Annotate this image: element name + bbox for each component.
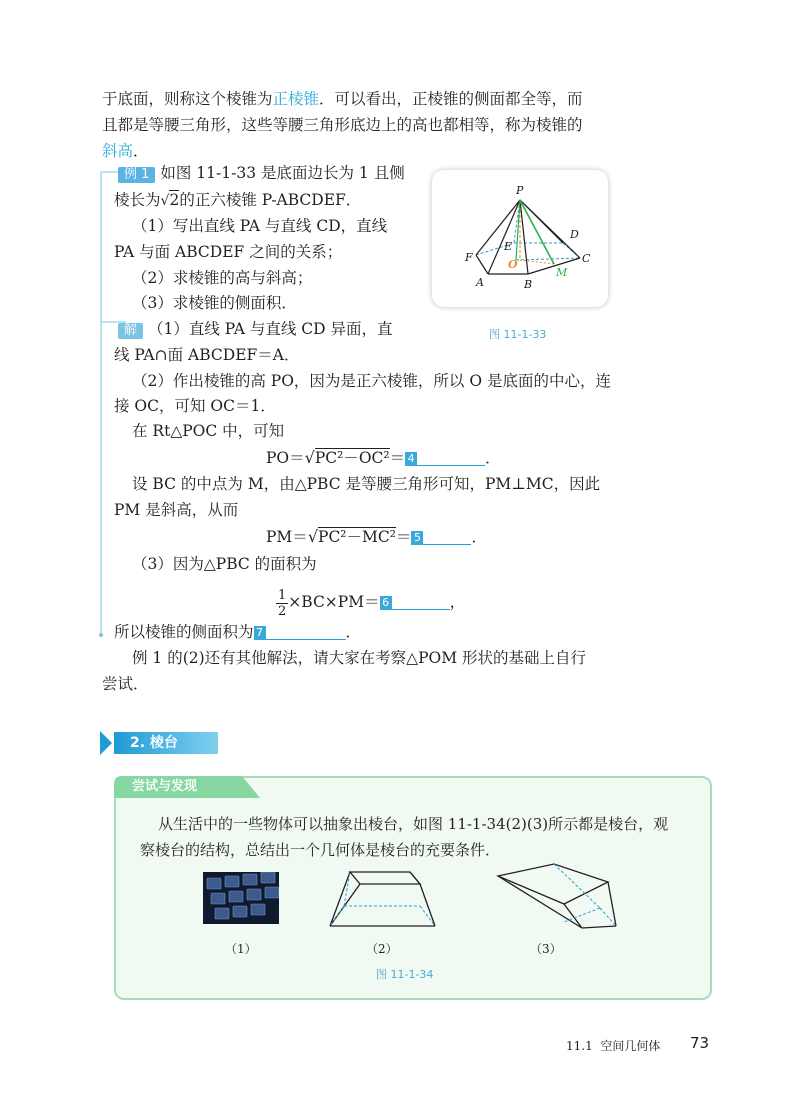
label-P: P [516,184,524,197]
formula-area: $\frac{1}{2}$ ×BC×PM＝ 6 ， [278,587,466,619]
solution-line-2: 线 PA∩面 ABCDEF＝A． [114,346,300,364]
solution-line-8: （3）因为△PBC 的面积为 [132,555,317,573]
example-part-3: （3）求棱锥的侧面积． [132,294,297,312]
term-regular-pyramid: 正棱锥 [272,90,320,108]
answer-blank-5 [423,532,471,545]
solution-line-7: PM 是斜高，从而 [114,501,239,519]
blank-number-5: 5 [411,531,423,545]
intro-line-1: 于底面，则称这个棱锥为正棱锥．可以看出，正棱锥的侧面都全等，而 [102,90,583,108]
section-title: 2. 棱台 [130,735,178,751]
explore-text-1: 从生活中的一些物体可以抽象出棱台，如图 11-1-34(2)(3)所示都是棱台，观 [158,815,669,833]
solution-line-1: 解 （1）直线 PA 与直线 CD 异面，直 [118,319,393,339]
solution-badge: 解 [118,323,143,339]
blank-number-7: 7 [254,626,266,640]
solution-line-5: 在 Rt△POC 中，可知 [132,422,285,440]
label-F: F [465,251,473,264]
solution-line-9: 所以棱锥的侧面积为 7 ． [114,623,362,641]
explore-tab [114,776,260,798]
formula-po: PO＝√PC²－OC²＝ 4 ． [266,448,501,467]
note-line-1: 例 1 的(2)还有其他解法，请大家在考察△POM 形状的基础上自行 [132,649,587,667]
blank-number-6: 6 [380,596,392,610]
example-badge: 例 1 [118,167,155,183]
example-part-1a: （1）写出直线 PA 与直线 CD，直线 [132,217,388,235]
label-D: D [570,228,579,241]
figure-33-caption: 图 11-1-33 [489,328,547,341]
footer-section: 11.1 空间几何体 [566,1039,661,1053]
blank-number-4: 4 [405,452,417,466]
explore-tab-label: 尝试与发现 [132,779,198,794]
figure-34-caption: 图 11-1-34 [376,968,434,981]
label-E: E [504,240,513,253]
frustum-diagram-2 [320,866,440,936]
example-part-2: （2）求棱锥的高与斜高； [132,269,313,287]
answer-blank-6 [392,597,450,610]
explore-text-2: 察棱台的结构，总结出一个几何体是棱台的充要条件． [140,841,501,859]
hexagonal-pyramid-diagram [432,170,608,307]
example-part-1b: PA 与面 ABCDEF 之间的关系； [114,243,343,261]
label-M: M [556,266,568,279]
solution-line-6: 设 BC 的中点为 M，由△PBC 是等腰三角形可知，PM⊥MC，因此 [132,475,601,493]
section-header [100,729,218,757]
label-A: A [476,276,484,289]
keyboard-photo [203,872,279,924]
solution-line-4: 接 OC，可知 OC＝1． [114,397,276,415]
page-number: 73 [690,1034,710,1052]
sub-label-1: （1） [225,942,257,956]
intro-line-2: 且都是等腰三角形，这些等腰三角形底边上的高也都相等，称为棱锥的 [102,116,583,134]
answer-blank-7 [266,627,346,640]
label-C: C [582,252,591,265]
sub-label-3: （3） [530,942,562,956]
formula-pm: PM＝√PC²－MC²＝ 5 ． [266,527,487,546]
term-slant-height: 斜高 [102,142,134,160]
note-line-2: 尝试． [102,675,149,693]
fraction-one-half: $\frac{1}{2}$ [278,587,287,619]
label-B: B [524,278,533,291]
answer-blank-4 [417,453,485,466]
example-question-2: 棱长为√2的正六棱锥 P-ABCDEF． [114,191,362,209]
solution-line-3: （2）作出棱锥的高 PO，因为是正六棱锥，所以 O 是底面的中心，连 [132,372,611,390]
example-question-1: 例 1 如图 11-1-33 是底面边长为 1 且侧 [118,163,405,183]
label-O: O [508,258,518,271]
intro-line-3: 斜高． [102,142,149,160]
figure-pyramid-card [432,170,608,307]
frustum-diagram-3 [492,862,622,940]
sub-label-2: （2） [366,942,398,956]
